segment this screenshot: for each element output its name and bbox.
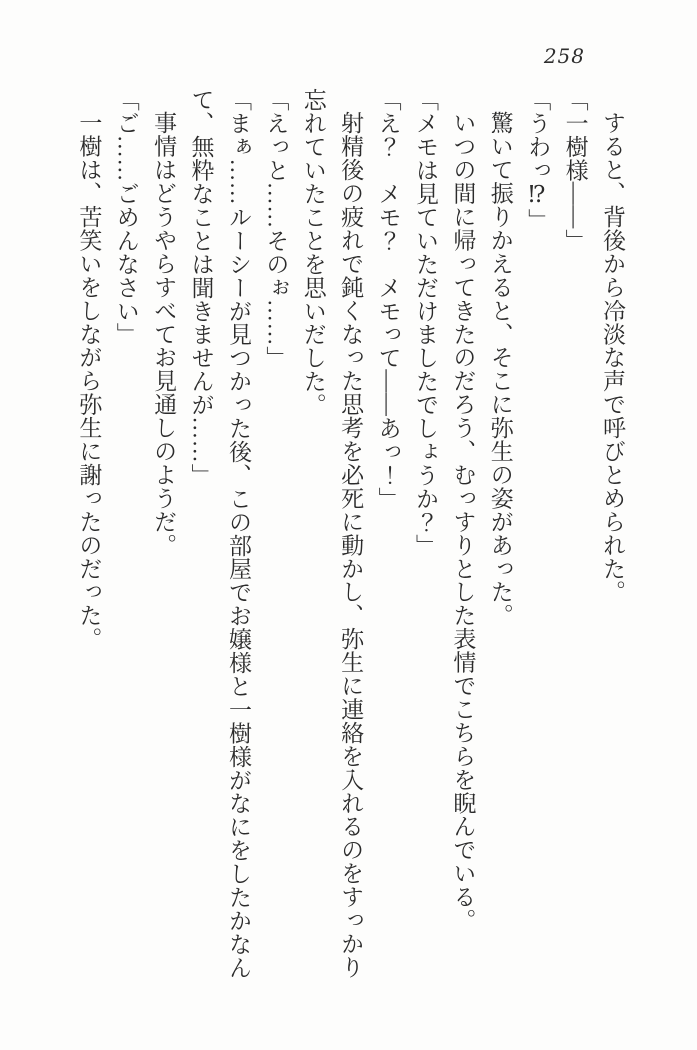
paragraph: 事情はどうやらすべてお見通しのようだ。 [151,111,177,557]
paragraph: いつの間に帰ってきたのだろう、むっすりとした表情でこちらを睨んでいる。 [450,111,476,932]
paragraph: 「えっと……そのぉ……」 [263,88,289,370]
paragraph: 射精後の疲れで鈍くなった思考を必死に動かし、弥生に連絡を入れるのをすっかり忘れていたことを思いだした。 [300,88,364,979]
vertical-text-block [70,88,631,984]
paragraph: 驚いて振りかえると、そこに弥生の姿があった。 [487,111,513,627]
paragraph: 「一樹様――」 [562,88,588,253]
paragraph: 「メモは見ていただけましたでしょうか？」 [412,88,438,557]
paragraph: 「まぁ……ルーシーが見つかった後、この部屋でお嬢様と一樹様がなにをしたかなんて、無粋なことは聞きませんが……」 [188,88,251,980]
paragraph: すると、背後から冷淡な声で呼びとめられた。 [600,111,625,604]
page-number: 258 [543,44,585,68]
paragraph: 「え？ メモ？ メモって――あっ！」 [375,88,401,511]
paragraph: 一樹は、苦笑いをしながら弥生に謝ったのだった。 [76,111,102,651]
paragraph: 「ご……ごめんなさい」 [113,88,139,346]
paragraph: 「うわっ⁉」 [525,88,551,232]
